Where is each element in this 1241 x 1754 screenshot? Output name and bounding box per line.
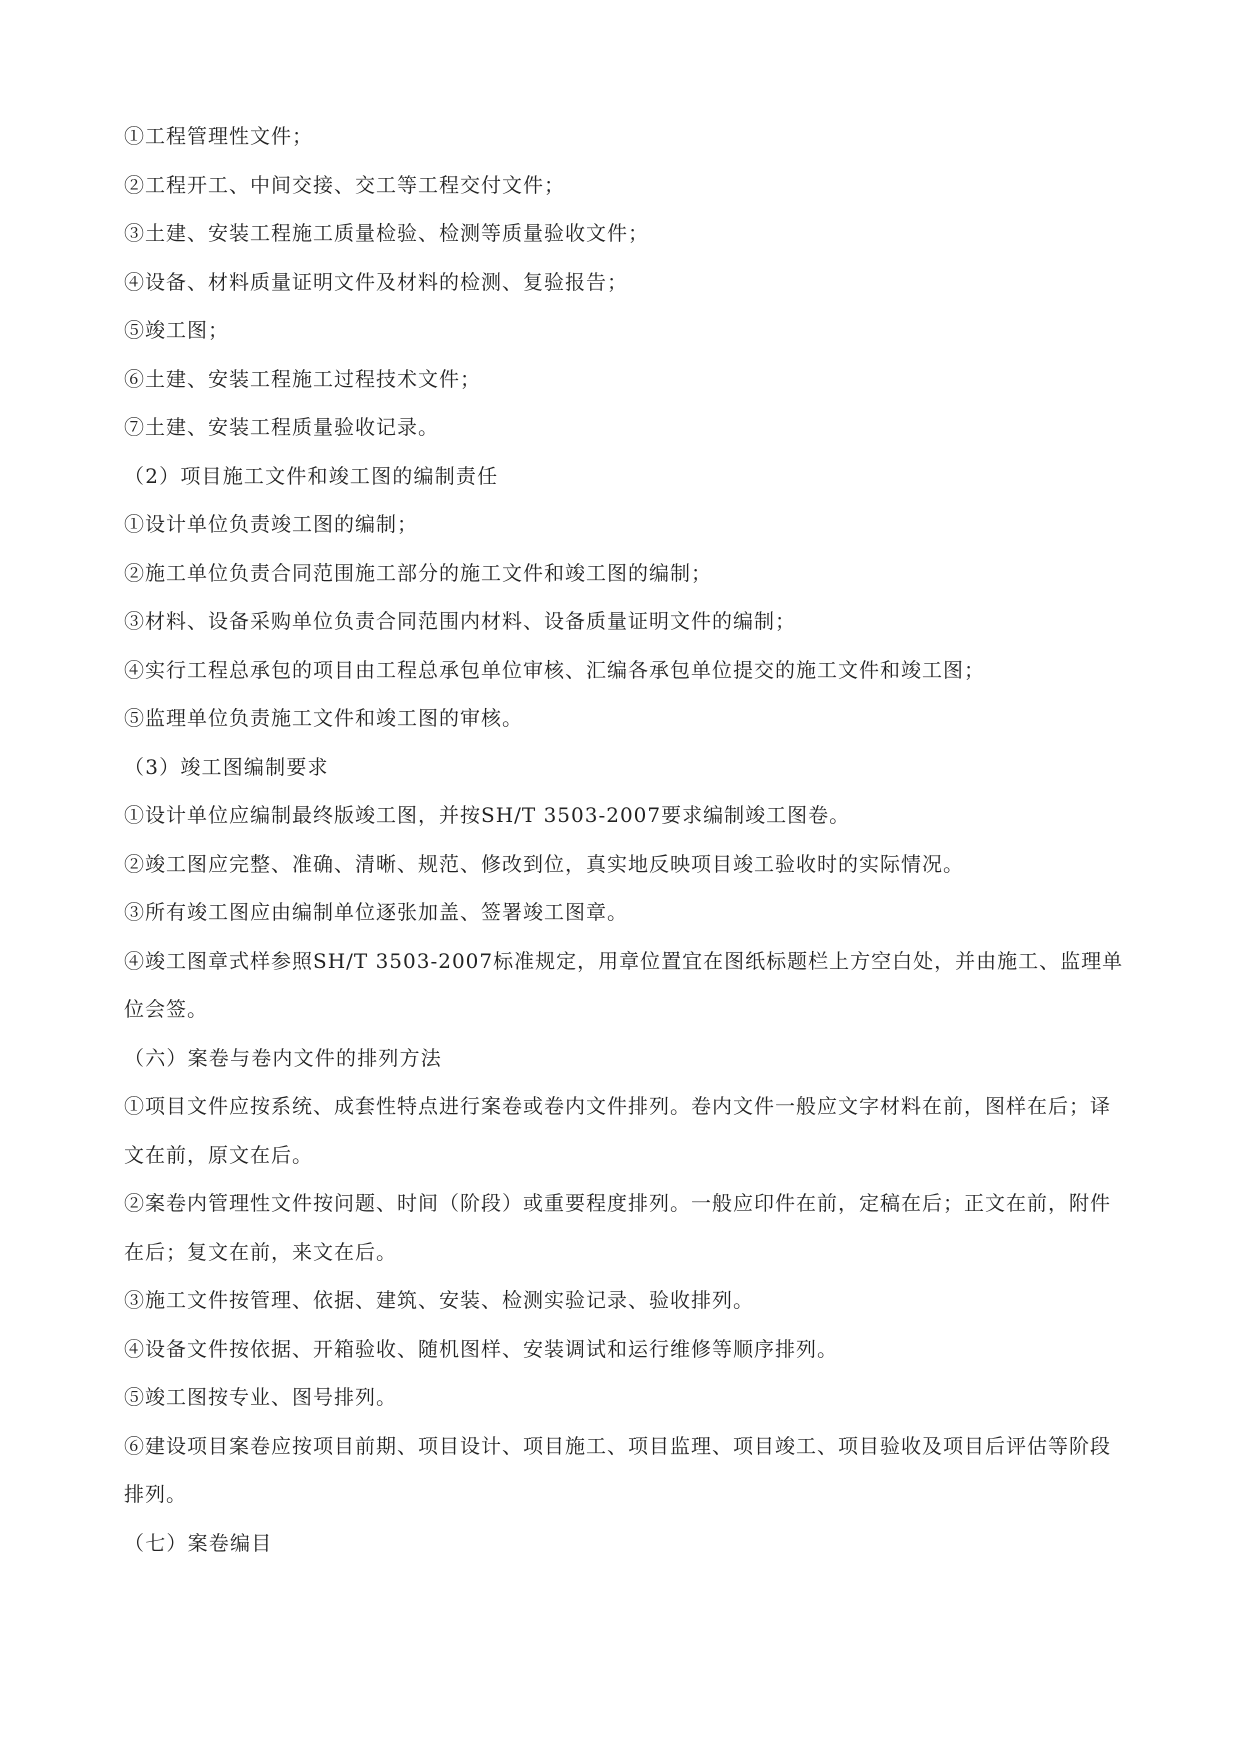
paragraph-line: ⑦土建、安装工程质量验收记录。 — [124, 415, 439, 439]
paragraph-line: 在后；复文在前，来文在后。 — [124, 1239, 397, 1264]
paragraph-line: ②工程开工、中间交接、交工等工程交付文件； — [124, 172, 565, 197]
paragraph-line: ③施工文件按管理、依据、建筑、安装、检测实验记录、验收排列。 — [124, 1288, 754, 1312]
paragraph-line: ②施工单位负责合同范围施工部分的施工文件和竣工图的编制； — [124, 560, 712, 585]
paragraph-line: ⑤竣工图； — [124, 318, 229, 342]
section-heading: （六）案卷与卷内文件的排列方法 — [124, 1045, 442, 1070]
section-heading: （3）竣工图编制要求 — [124, 754, 329, 779]
paragraph-line: ①工程管理性文件； — [124, 124, 313, 148]
paragraph-line: ②案卷内管理性文件按问题、时间（阶段）或重要程度排列。一般应印件在前，定稿在后；正文在前，附件 — [124, 1191, 1111, 1215]
paragraph-line: ④设备、材料质量证明文件及材料的检测、复验报告； — [124, 269, 628, 294]
paragraph-line: ③土建、安装工程施工质量检验、检测等质量验收文件； — [124, 221, 649, 245]
paragraph-line: ③材料、设备采购单位负责合同范围内材料、设备质量证明文件的编制； — [124, 609, 796, 633]
paragraph-line: ②竣工图应完整、准确、清晰、规范、修改到位，真实地反映项目竣工验收时的实际情况。 — [124, 851, 964, 876]
paragraph-line: 文在前，原文在后。 — [124, 1142, 313, 1167]
paragraph-line: ⑤竣工图按专业、图号排列。 — [124, 1385, 397, 1409]
paragraph-line: ④实行工程总承包的项目由工程总承包单位审核、汇编各承包单位提交的施工文件和竣工图； — [124, 657, 985, 682]
paragraph-line: ⑥土建、安装工程施工过程技术文件； — [124, 366, 481, 391]
paragraph-line: ⑥建设项目案卷应按项目前期、项目设计、项目施工、项目监理、项目竣工、项目验收及项目后评估等阶段 — [124, 1433, 1111, 1458]
paragraph-line: ⑤监理单位负责施工文件和竣工图的审核。 — [124, 706, 523, 730]
paragraph-line: ④设备文件按依据、开箱验收、随机图样、安装调试和运行维修等顺序排列。 — [124, 1336, 838, 1361]
section-heading: （2）项目施工文件和竣工图的编制责任 — [124, 463, 499, 488]
paragraph-line: ①项目文件应按系统、成套性特点进行案卷或卷内文件排列。卷内文件一般应文字材料在前，图样在后；译 — [124, 1094, 1111, 1118]
section-heading: （七）案卷编目 — [124, 1530, 273, 1555]
paragraph-line: ③所有竣工图应由编制单位逐张加盖、签署竣工图章。 — [124, 900, 628, 924]
paragraph-line: ①设计单位负责竣工图的编制； — [124, 512, 418, 536]
document-page — [124, 112, 1134, 1567]
paragraph-line: ①设计单位应编制最终版竣工图，并按SH/T 3503-2007要求编制竣工图卷。 — [124, 803, 851, 827]
paragraph-line: 位会签。 — [124, 997, 208, 1021]
paragraph-line: ④竣工图章式样参照SH/T 3503-2007标准规定，用章位置宜在图纸标题栏上方空白处，并由施工、监理单 — [124, 948, 1124, 973]
paragraph-line: 排列。 — [124, 1482, 187, 1506]
